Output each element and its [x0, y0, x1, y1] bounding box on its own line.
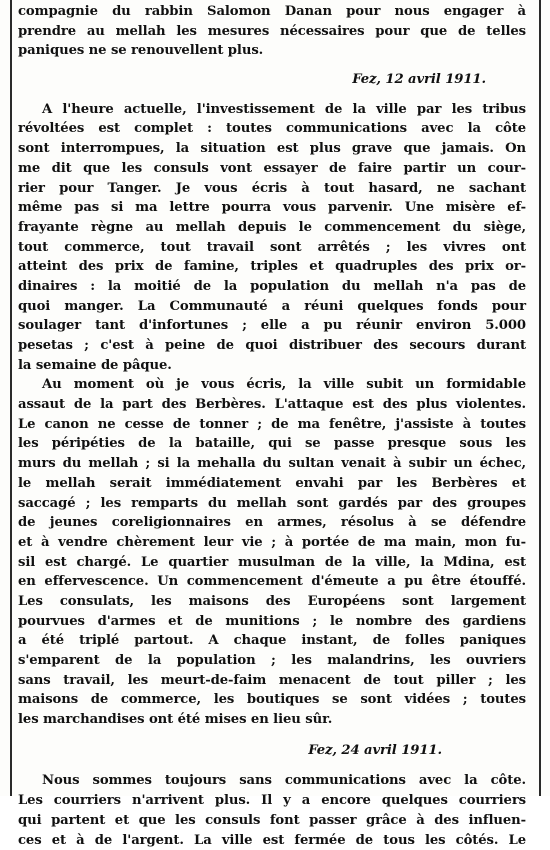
text-line: la semaine de pâque.: [18, 356, 526, 376]
text-line: Les consulats, les maisons des Européens sont largement: [18, 592, 526, 612]
text-line: compagnie du rabbin Salomon Danan pour nous engager à: [18, 2, 526, 22]
text-line: Au moment où je vous écris, la ville subit un formidable: [18, 375, 526, 395]
dateline: Fez, 24 avril 1911.: [18, 741, 526, 761]
text-line: sans travail, les meurt-de-faim menacent de tout piller ; les: [18, 671, 526, 691]
text-line: et à vendre chèrement leur vie ; à portée de ma main, mon fu-: [18, 533, 526, 553]
text-line: tout commerce, tout travail sont arrêtés ; les vivres ont: [18, 238, 526, 258]
text-line: murs du mellah ; si la mehalla du sultan venait à subir un échec,: [18, 454, 526, 474]
text-line: Nous sommes toujours sans communications avec la côte.: [18, 771, 526, 791]
text-line: assaut de la part des Berbères. L'attaque est des plus violentes.: [18, 395, 526, 415]
text-line: rier pour Tanger. Je vous écris à tout hasard, ne sachant: [18, 179, 526, 199]
text-line: me dit que les consuls vont essayer de faire partir un cour-: [18, 159, 526, 179]
text-line: ces et à de l'argent. La ville est fermée de tous les côtés. Le: [18, 831, 526, 850]
paragraph-continued: [18, 2, 526, 61]
text-line: le mellah serait immédiatement envahi par les Berbères et: [18, 474, 526, 494]
text-line: en effervescence. Un commencement d'émeute a pu être étouffé.: [18, 572, 526, 592]
text-line: Le canon ne cesse de tonner ; de ma fenêtre, j'assiste à toutes: [18, 415, 526, 435]
text-line: A l'heure actuelle, l'investissement de la ville par les tribus: [18, 100, 526, 120]
text-line: sont interrompues, la situation est plus grave que jamais. On: [18, 139, 526, 159]
paragraph: [18, 375, 526, 729]
text-line: qui partent et que les consuls font passer grâce à des influen-: [18, 811, 526, 831]
text-line: frayante règne au mellah depuis le commencement du siège,: [18, 218, 526, 238]
text-line: prendre au mellah les mesures nécessaires pour que de telles: [18, 22, 526, 42]
text-line: Les courriers n'arrivent plus. Il y a encore quelques courriers: [18, 791, 526, 811]
text-line: atteint des prix de famine, triples et quadruples des prix or-: [18, 257, 526, 277]
page-border-left: [10, 0, 12, 796]
text-line: les marchandises ont été mises en lieu sûr.: [18, 710, 526, 730]
paragraph: [18, 100, 526, 376]
text-line: dinaires : la moitié de la population du mellah n'a pas de: [18, 277, 526, 297]
text-line: sil est chargé. Le quartier musulman de la ville, la Mdina, est: [18, 553, 526, 573]
text-line: pesetas ; c'est à peine de quoi distribuer des secours durant: [18, 336, 526, 356]
text-line: révoltées est complet : toutes communications avec la côte: [18, 119, 526, 139]
text-line: les péripéties de la bataille, qui se passe presque sous les: [18, 434, 526, 454]
dateline: Fez, 12 avril 1911.: [18, 70, 526, 90]
text-line: soulager tant d'infortunes ; elle a pu réunir environ 5.000: [18, 316, 526, 336]
text-line: de jeunes coreligionnaires en armes, résolus à se défendre: [18, 513, 526, 533]
text-line: s'emparent de la population ; les malandrins, les ouvriers: [18, 651, 526, 671]
text-line: a été triplé partout. A chaque instant, de folles paniques: [18, 631, 526, 651]
text-line: paniques ne se renouvellent plus.: [18, 41, 526, 61]
text-line: quoi manger. La Communauté a réuni quelques fonds pour: [18, 297, 526, 317]
text-line: pourvues d'armes et de munitions ; le nombre des gardiens: [18, 612, 526, 632]
text-line: même pas si ma lettre pourra vous parvenir. Une misère ef-: [18, 198, 526, 218]
letter-text: [18, 2, 526, 850]
text-line: saccagé ; les remparts du mellah sont gardés par des groupes: [18, 494, 526, 514]
page-border-right: [539, 0, 541, 796]
paragraph: [18, 771, 526, 850]
text-line: maisons de commerce, les boutiques se sont vidées ; toutes: [18, 690, 526, 710]
